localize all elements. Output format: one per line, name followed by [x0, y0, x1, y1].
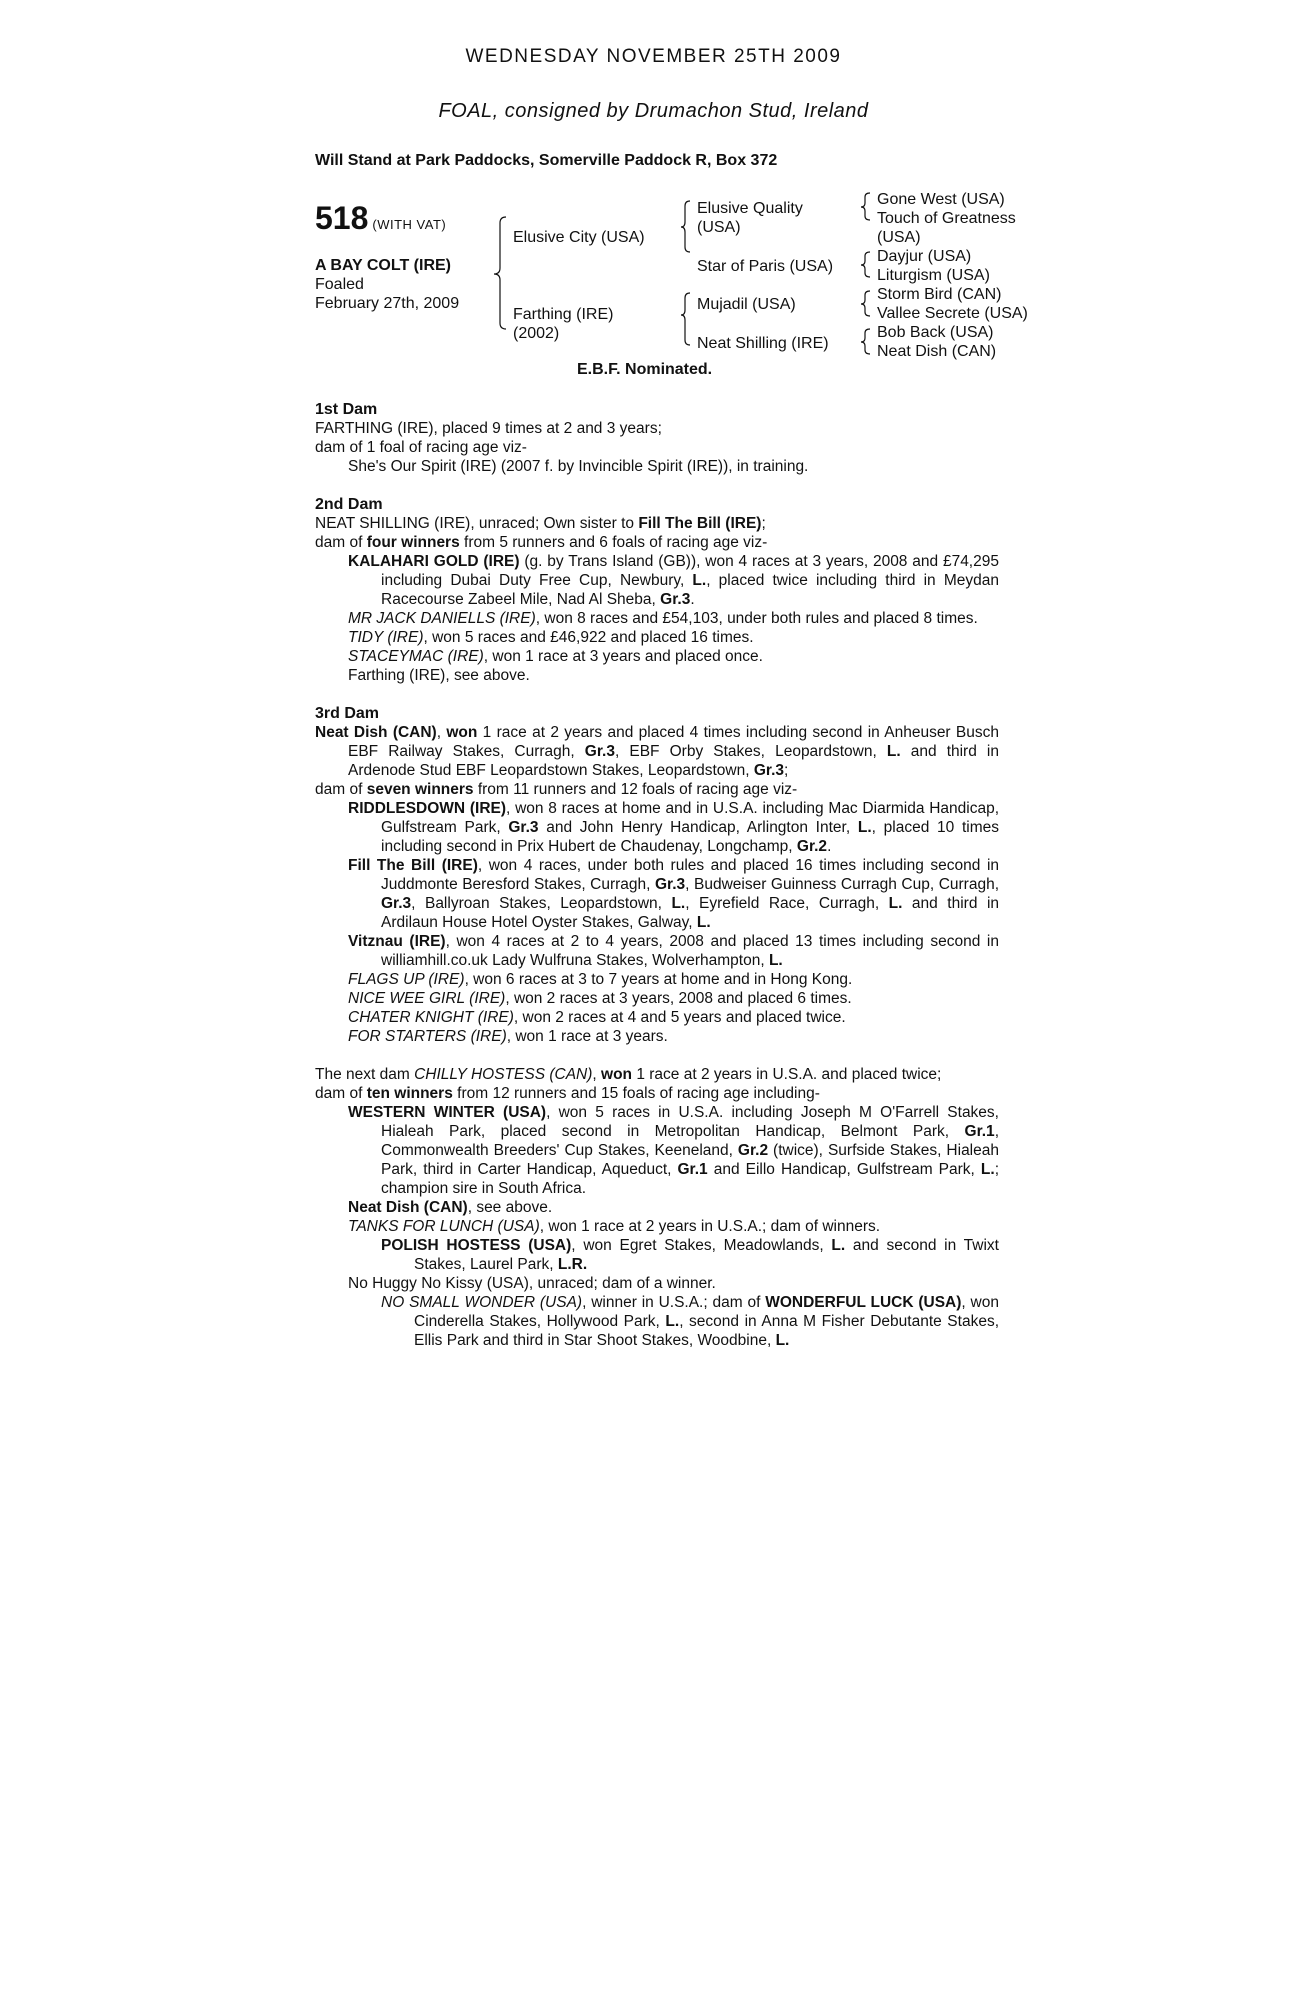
pedigree-ss-line2: (USA) — [697, 219, 741, 236]
pedigree-sire-dam: Star of Paris (USA) — [697, 258, 834, 275]
pedigree-ssd-line2: (USA) — [877, 229, 921, 246]
progeny-tanks-for-lunch: TANKS FOR LUNCH (USA), won 1 race at 2 years in U.S.A.; dam of winners. — [348, 1218, 881, 1235]
third-dam-heading: 3rd Dam — [315, 705, 380, 722]
pedigree-dds: Bob Back (USA) — [877, 324, 994, 341]
pedigree-dam-name: Farthing (IRE) — [513, 306, 614, 323]
progeny-no-huggy-no-kissy: No Huggy No Kissy (USA), unraced; dam of a winner. — [348, 1275, 716, 1292]
foaled-label: Foaled — [315, 276, 364, 293]
first-dam-foals: dam of 1 foal of racing age viz- — [315, 439, 527, 456]
pedigree-dam-dam: Neat Shilling (IRE) — [697, 335, 829, 352]
pedigree-brackets — [0, 0, 1307, 380]
pedigree-ddd: Neat Dish (CAN) — [877, 343, 997, 360]
progeny-neat-dish: Neat Dish (CAN), see above. — [348, 1199, 553, 1216]
second-dam-line: NEAT SHILLING (IRE), unraced; Own sister to Fill The Bill (IRE); — [315, 515, 766, 532]
first-dam-progeny: She's Our Spirit (IRE) (2007 f. by Invincible Spirit (IRE)), in training. — [348, 458, 809, 475]
consignment-line: FOAL, consigned by Drumachon Stud, Ireland — [438, 100, 869, 122]
next-dam-produce: dam of ten winners from 12 runners and 15 foals of racing age including- — [315, 1085, 820, 1102]
sale-date: WEDNESDAY NOVEMBER 25TH 2009 — [465, 46, 842, 67]
progeny-polish-hostess: POLISH HOSTESS (USA), won Egret Stakes, Meadowlands, L. and second in Twixt Stakes, Laurel Park, L.R. — [381, 1237, 999, 1273]
stand-location: Will Stand at Park Paddocks, Somerville Paddock R, Box 372 — [315, 152, 778, 169]
third-dam-line: Neat Dish (CAN), won 1 race at 2 years and placed 4 times including second in Anheuser Busch EBF Railway Stakes, Curragh, Gr.3, EBF Orby Stakes, Leopardstown, L. and third in Ardenode Stud EBF Leopardstown Stakes, Leopardstown, Gr.3; — [315, 724, 1000, 779]
progeny-vitznau: Vitznau (IRE), won 4 races at 2 to 4 years, 2008 and placed 13 times including second in williamhill.co.uk Lady Wulfruna Stakes, Wolverhampton, L. — [348, 933, 999, 969]
foaled-date: February 27th, 2009 — [315, 295, 460, 312]
lot-number: 518 — [315, 200, 369, 236]
pedigree-dam-year: (2002) — [513, 325, 560, 342]
progeny-tidy: TIDY (IRE), won 5 races and £46,922 and placed 16 times. — [348, 629, 754, 646]
bracket-sire — [681, 201, 690, 252]
pedigree-sds: Dayjur (USA) — [877, 248, 972, 265]
horse-name: A BAY COLT (IRE) — [315, 257, 452, 274]
progeny-flags-up: FLAGS UP (IRE), won 6 races at 3 to 7 years at home and in Hong Kong. — [348, 971, 853, 988]
bracket-ds — [861, 291, 870, 316]
progeny-for-starters: FOR STARTERS (IRE), won 1 race at 3 years. — [348, 1028, 668, 1045]
next-dam-line: The next dam CHILLY HOSTESS (CAN), won 1 race at 2 years in U.S.A. and placed twice; — [315, 1066, 942, 1083]
pedigree-dss: Storm Bird (CAN) — [877, 286, 1002, 303]
pedigree-dam — [513, 305, 613, 343]
pedigree-sire-sire — [697, 199, 803, 237]
second-dam-produce: dam of four winners from 5 runners and 6 foals of racing age viz- — [315, 534, 768, 551]
pedigree-ssd-line1: Touch of Greatness — [877, 210, 1016, 227]
pedigree-sdd: Liturgism (USA) — [877, 267, 990, 284]
bracket-dd — [861, 329, 870, 354]
progeny-staceymac: STACEYMAC (IRE), won 1 race at 3 years and placed once. — [348, 648, 763, 665]
progeny-no-small-wonder: NO SMALL WONDER (USA), winner in U.S.A.; dam of WONDERFUL LUCK (USA), won Cinderella Stakes, Hollywood Park, L., second in Anna M Fisher Debutante Stakes, Ellis Park and third in Star Shoot Stakes, Woodbine, L. — [381, 1294, 999, 1349]
progeny-nice-wee-girl: NICE WEE GIRL (IRE), won 2 races at 3 years, 2008 and placed 6 times. — [348, 990, 852, 1007]
third-dam-produce: dam of seven winners from 11 runners and 12 foals of racing age viz- — [315, 781, 798, 798]
pedigree-ssd — [877, 209, 1016, 247]
pedigree-sss: Gone West (USA) — [877, 191, 1005, 208]
progeny-farthing: Farthing (IRE), see above. — [348, 667, 530, 684]
pedigree-dsd: Vallee Secrete (USA) — [877, 305, 1028, 322]
bracket-sd — [861, 252, 870, 277]
family-notes — [315, 400, 999, 1350]
progeny-western-winter: WESTERN WINTER (USA), won 5 races in U.S.A. including Joseph M O'Farrell Stakes, Hialeah Park, placed second in Metropolitan Handicap, Belmont Park, Gr.1, Commonwealth Breeders' Cup Stakes, Keeneland, Gr.2 (twice), Surfside Stakes, Hialeah Park, third in Carter Handicap, Aqueduct, Gr.1 and Eillo Handicap, Gulfstream Park, L.; champion sire in South Africa. — [348, 1104, 999, 1197]
vat-note: (WITH VAT) — [372, 217, 447, 232]
first-dam-heading: 1st Dam — [315, 401, 378, 418]
bracket-dam — [681, 293, 690, 345]
progeny-mr-jack-daniells: MR JACK DANIELLS (IRE), won 8 races and £54,103, under both rules and placed 8 times. — [348, 610, 978, 627]
bracket-main — [494, 217, 506, 329]
progeny-riddlesdown: RIDDLESDOWN (IRE), won 8 races at home and in U.S.A. including Mac Diarmida Handicap, Gulfstream Park, Gr.3 and John Henry Handicap, Arlington Inter, L., placed 10 times including second in Prix Hubert de Chaudenay, Longchamp, Gr.2. — [348, 800, 999, 855]
pedigree-ss-line1: Elusive Quality — [697, 200, 803, 217]
progeny-chater-knight: CHATER KNIGHT (IRE), won 2 races at 4 and 5 years and placed twice. — [348, 1009, 846, 1026]
pedigree-sire: Elusive City (USA) — [513, 229, 645, 246]
first-dam-line: FARTHING (IRE), placed 9 times at 2 and 3 years; — [315, 420, 662, 437]
bracket-ss — [861, 193, 870, 220]
second-dam-heading: 2nd Dam — [315, 496, 383, 513]
pedigree-dam-sire: Mujadil (USA) — [697, 296, 796, 313]
progeny-kalahari-gold: KALAHARI GOLD (IRE) (g. by Trans Island (GB)), won 4 races at 3 years, 2008 and £74,295 including Dubai Duty Free Cup, Newbury, L., placed twice including third in Meydan Racecourse Zabeel Mile, Nad Al Sheba, Gr.3. — [348, 553, 999, 608]
progeny-fill-the-bill: Fill The Bill (IRE), won 4 races, under both rules and placed 16 times including second in Juddmonte Beresford Stakes, Curragh, Gr.3, Budweiser Guinness Curragh Cup, Curragh, Gr.3, Ballyroan Stakes, Leopardstown, L., Eyrefield Race, Curragh, L. and third in Ardilaun House Hotel Oyster Stakes, Galway, L. — [348, 857, 1000, 931]
ebf-nominated: E.B.F. Nominated. — [577, 361, 713, 378]
